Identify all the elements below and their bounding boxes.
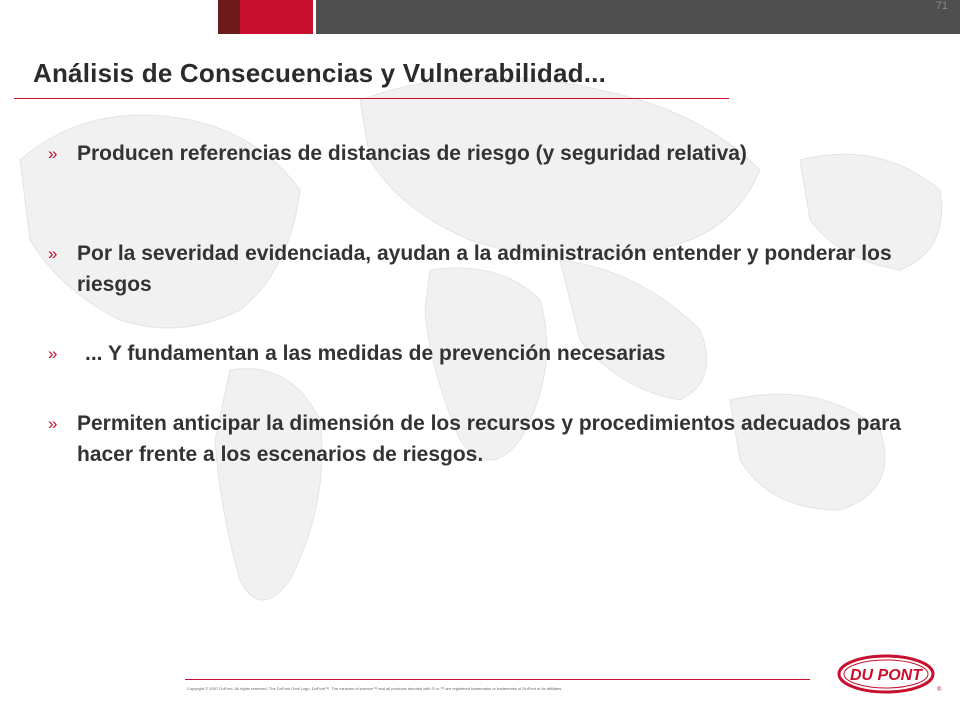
top-bar [0, 0, 960, 34]
bullet-marker: » [48, 144, 58, 163]
bullet-item [48, 238, 928, 300]
svg-text:®: ® [937, 687, 942, 693]
footer-line [185, 679, 810, 680]
slide-title: Análisis de Consecuencias y Vulnerabilidad... [33, 58, 607, 88]
bullet-item [48, 408, 928, 470]
bullet-text: Por la severidad evidenciada, ayudan a la administración entender y ponderar los riesgos [77, 242, 892, 296]
bullet-text: Producen referencias de distancias de riesgo (y seguridad relativa) [77, 142, 747, 165]
logo-text: DU PONT [850, 667, 922, 684]
page-number: 71 [935, 0, 948, 12]
bullet-item [48, 138, 928, 169]
top-bar-dark-red-segment [218, 0, 240, 34]
top-bar-red-segment [240, 0, 313, 34]
title-underline [14, 98, 729, 99]
top-bar-gray-segment [316, 0, 960, 34]
footer-copyright: Copyright © 2007 DuPont. All rights reserved. The DuPont Oval Logo, DuPont™, The miracles of science™ and all products denoted with ® or ™ are registered trademarks or trademarks of DuPont or its affiliates. [187, 686, 563, 691]
bullet-marker: » [48, 344, 58, 363]
bullet-item [48, 338, 928, 369]
bullet-marker: » [48, 244, 58, 263]
dupont-oval-logo [836, 653, 944, 695]
bullet-marker: » [48, 414, 58, 433]
bullet-text: ... Y fundamentan a las medidas de prevención necesarias [85, 342, 666, 365]
bullet-text: Permiten anticipar la dimensión de los recursos y procedimientos adecuados para hacer frente a los escenarios de riesgos. [77, 412, 901, 466]
